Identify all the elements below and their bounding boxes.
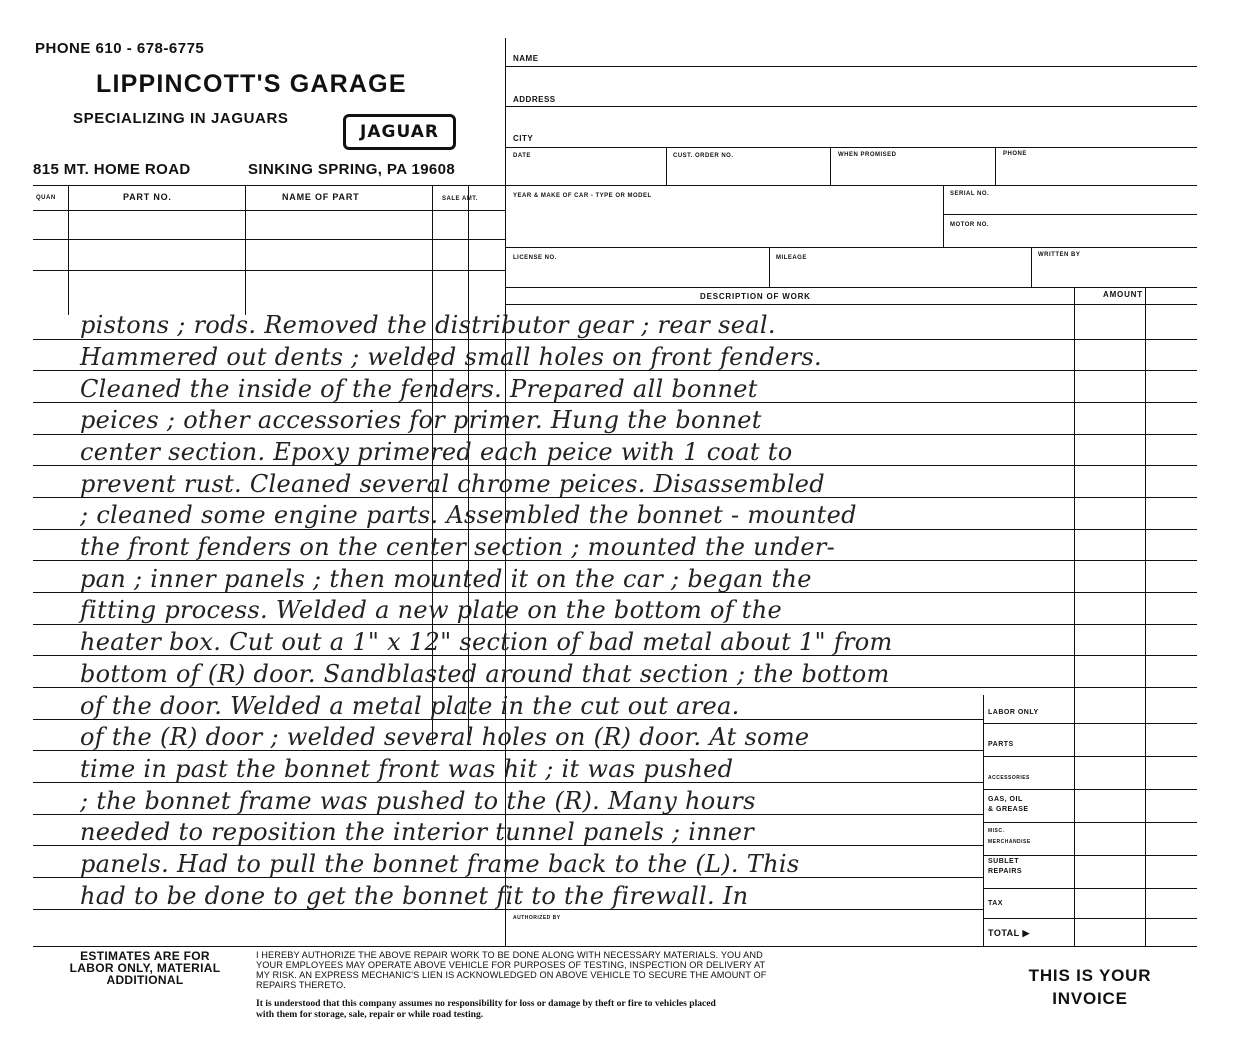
year-make-label: YEAR & MAKE OF CAR - TYPE OR MODEL bbox=[513, 193, 652, 199]
liability-text bbox=[256, 998, 716, 1020]
authorized-by-label: AUTHORIZED BY bbox=[513, 915, 561, 921]
invoice-line-1: THIS IS YOUR bbox=[1028, 966, 1152, 985]
phone-number: PHONE 610 - 678-6775 bbox=[35, 40, 205, 57]
authorization-line-3: MY RISK. AN EXPRESS MECHANIC'S LIEN IS ACKNOWLEDGED ON ABOVE VEHICLE TO SECURE THE AMOUNT OF bbox=[256, 970, 767, 980]
gas-oil-label: GAS, OIL bbox=[988, 796, 1023, 803]
city-label: CITY bbox=[513, 134, 534, 143]
work-line: pistons ; rods. Removed the distributor gear ; rear seal. bbox=[80, 311, 776, 339]
col-sale-amt: SALE AMT. bbox=[442, 196, 478, 202]
work-line: center section. Epoxy primered each peice with 1 coat to bbox=[80, 438, 793, 466]
col-part-no: PART NO. bbox=[123, 192, 172, 202]
work-line: ; the bonnet frame was pushed to the (R). Many hours bbox=[80, 787, 756, 815]
work-line: of the (R) door ; welded several holes on (R) door. At some bbox=[80, 723, 810, 751]
mileage-label: MILEAGE bbox=[776, 255, 807, 261]
authorization-line-2: YOUR EMPLOYEES MAY OPERATE ABOVE VEHICLE FOR PURPOSES OF TESTING, INSPECTION OR DELIVERY AT bbox=[256, 960, 766, 970]
work-line: panels. Had to pull the bonnet frame back to the (L). This bbox=[80, 850, 800, 878]
repairs-label: REPAIRS bbox=[988, 868, 1023, 875]
authorization-line-4: REPAIRS THERETO. bbox=[256, 980, 346, 990]
cust-order-label: CUST. ORDER NO. bbox=[673, 153, 734, 159]
authorization-text bbox=[256, 950, 766, 990]
specializing-text: SPECIALIZING IN JAGUARS bbox=[73, 110, 289, 127]
work-line: time in past the bonnet front was hit ; it was pushed bbox=[80, 755, 734, 783]
total-row-line bbox=[983, 918, 1197, 919]
street-address: 815 MT. HOME ROAD bbox=[33, 161, 191, 178]
estimates-line-1: ESTIMATES ARE FOR bbox=[80, 949, 210, 963]
merchandise-label: MERCHANDISE bbox=[988, 839, 1031, 845]
work-line: ; cleaned some engine parts. Assembled the bonnet - mounted bbox=[80, 501, 857, 529]
serial-label: SERIAL NO. bbox=[950, 191, 990, 197]
written-by-label: WRITTEN BY bbox=[1038, 252, 1081, 258]
amount-header: AMOUNT bbox=[1103, 290, 1143, 299]
total-row-line bbox=[983, 822, 1197, 823]
labor-only-label: LABOR ONLY bbox=[988, 709, 1039, 716]
estimates-line-3: ADDITIONAL bbox=[106, 973, 184, 987]
total-row-line bbox=[983, 888, 1197, 889]
total-row-line bbox=[983, 756, 1197, 757]
work-line: fitting process. Welded a new plate on the bottom of the bbox=[80, 596, 783, 624]
phone-label: PHONE bbox=[1003, 151, 1027, 157]
work-line: Hammered out dents ; welded small holes on front fenders. bbox=[80, 343, 822, 371]
accessories-label: ACCESSORIES bbox=[988, 775, 1030, 781]
authorization-line-1: I HEREBY AUTHORIZE THE ABOVE REPAIR WORK TO BE DONE ALONG WITH NECESSARY MATERIALS. YOU AND bbox=[256, 950, 763, 960]
work-line: of the door. Welded a metal plate in the cut out area. bbox=[80, 692, 740, 720]
sublet-label: SUBLET bbox=[988, 858, 1019, 865]
estimates-line-2: LABOR ONLY, MATERIAL bbox=[69, 961, 221, 975]
name-label: NAME bbox=[513, 54, 539, 63]
total-label: TOTAL ▶ bbox=[988, 928, 1030, 938]
license-label: LICENSE NO. bbox=[513, 255, 557, 261]
ruled-line bbox=[33, 434, 1197, 435]
work-line: heater box. Cut out a 1" x 12" section of bad metal about 1" from bbox=[80, 628, 893, 656]
work-line: peices ; other accessories for primer. Hung the bonnet bbox=[80, 406, 762, 434]
total-row-line bbox=[983, 789, 1197, 790]
motor-label: MOTOR NO. bbox=[950, 222, 990, 228]
work-line: bottom of (R) door. Sandblasted around that section ; the bottom bbox=[80, 660, 890, 688]
work-line: had to be done to get the bonnet fit to the firewall. In bbox=[80, 882, 749, 910]
total-row-line bbox=[983, 723, 1197, 724]
address-label: ADDRESS bbox=[513, 95, 556, 104]
estimates-note bbox=[40, 950, 250, 986]
invoice-line-2: INVOICE bbox=[1052, 989, 1128, 1008]
city-state-zip: SINKING SPRING, PA 19608 bbox=[248, 161, 456, 178]
misc-label: MISC. bbox=[988, 828, 1005, 834]
parts-label: PARTS bbox=[988, 741, 1014, 748]
when-promised-label: WHEN PROMISED bbox=[838, 152, 897, 158]
liability-line-1: It is understood that this company assumes no responsibility for loss or damage by theft or fire to vehicles placed bbox=[256, 998, 716, 1009]
col-name-of-part: NAME OF PART bbox=[282, 192, 360, 202]
grease-label: & GREASE bbox=[988, 806, 1029, 813]
ruled-line bbox=[33, 529, 1197, 530]
work-line: the front fenders on the center section ; mounted the under- bbox=[80, 533, 836, 561]
col-quan: QUAN bbox=[36, 195, 56, 201]
work-line: pan ; inner panels ; then mounted it on the car ; began the bbox=[80, 565, 812, 593]
tax-label: TAX bbox=[988, 900, 1003, 907]
total-row-line bbox=[983, 855, 1197, 856]
work-line: prevent rust. Cleaned several chrome peices. Disassembled bbox=[80, 470, 825, 498]
liability-line-2: with them for storage, sale, repair or while road testing. bbox=[256, 1009, 484, 1020]
invoice-note bbox=[1005, 964, 1175, 1010]
date-label: DATE bbox=[513, 153, 531, 159]
parts-table-top-line bbox=[33, 185, 505, 186]
jaguar-logo: JAGUAR bbox=[343, 114, 456, 150]
ruled-line bbox=[33, 339, 1197, 340]
ruled-line bbox=[33, 624, 1197, 625]
work-line: Cleaned the inside of the fenders. Prepared all bonnet bbox=[80, 375, 758, 403]
company-name: LIPPINCOTT'S GARAGE bbox=[96, 70, 407, 98]
work-line: needed to reposition the interior tunnel panels ; inner bbox=[80, 818, 755, 846]
description-of-work-header: DESCRIPTION OF WORK bbox=[700, 292, 811, 301]
